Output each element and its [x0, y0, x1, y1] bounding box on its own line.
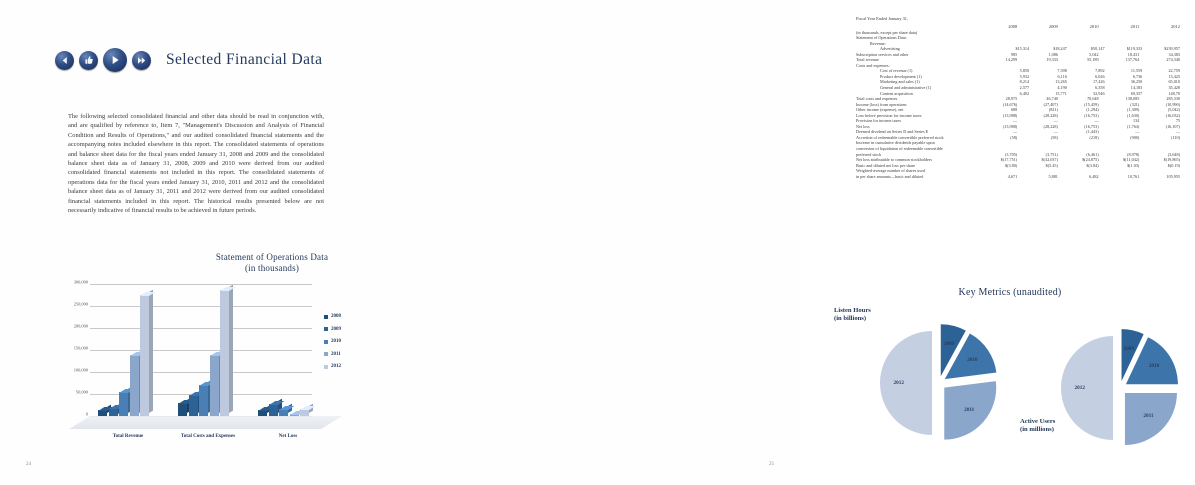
table-cell: $(1.03) — [1127, 162, 1140, 168]
table-year-label: 2012 — [1171, 24, 1180, 29]
bar-chart-y-tick: 0 — [85, 411, 88, 417]
pie-chart-listen-hours — [834, 305, 1004, 465]
key-metrics-title: Key Metrics (unaudited) — [958, 287, 1062, 298]
table-cell: $(32,037) — [1041, 157, 1058, 163]
table-cell: 6,482 — [1089, 173, 1099, 179]
table-cell: 22,759 — [1168, 68, 1180, 74]
table-cell: (321) — [1130, 101, 1140, 107]
pie-subtitle: (in billions) — [834, 315, 867, 323]
bar — [210, 355, 219, 416]
table-row-label: Weighted-average number of shares used — [856, 168, 925, 174]
table-row-label: Deemed dividend on Series D and Series E — [856, 129, 929, 135]
table-cell: 36,250 — [1130, 79, 1143, 85]
table-cell: 18,431 — [1127, 51, 1140, 57]
table-cell: $119,333 — [1126, 46, 1143, 52]
table-row-label: Cost of revenue (1) — [880, 68, 913, 74]
table-cell: $(3.84) — [1086, 162, 1099, 168]
pie-slice-label: 2010 — [1148, 363, 1160, 370]
table-cell: 55,189 — [1087, 57, 1099, 63]
play-icon — [103, 48, 127, 72]
table-row-label: Revenue: — [870, 40, 886, 46]
pie-svg — [834, 305, 1009, 480]
pie-slice-label: 2011 — [964, 406, 975, 413]
table-cell: (28,228) — [1043, 112, 1058, 118]
table-row-label: General and administrative (1) — [880, 85, 932, 91]
page-title: Selected Financial Data — [166, 51, 323, 68]
table-cell: (3,751) — [1045, 151, 1058, 157]
bar-chart-plot — [90, 284, 312, 439]
legend-item — [324, 364, 341, 369]
table-body — [852, 35, 1184, 179]
pie-slice-label: 2010 — [967, 357, 978, 364]
table-cell: (16,753) — [1084, 123, 1099, 129]
table-cell: (821) — [1048, 107, 1058, 113]
table-row-label: Statement of Operations Data: — [856, 35, 907, 41]
table-cell: 5,042 — [1089, 51, 1099, 57]
table-cell: 14,299 — [1005, 57, 1018, 63]
table-cell: (218) — [1089, 134, 1099, 140]
table-cell: 5,881 — [1048, 173, 1058, 179]
table-cell: 5,932 — [1019, 73, 1030, 79]
legend-item — [324, 327, 341, 332]
table-cell: $(24,875) — [1082, 157, 1099, 163]
table-cell: (110) — [1171, 134, 1180, 140]
table-cell: 6,026 — [1095, 73, 1105, 79]
legend-item — [324, 352, 341, 357]
pie-chart-active-users — [1020, 300, 1195, 470]
table-cell: 13,425 — [1168, 73, 1180, 79]
rewind-icon — [55, 51, 74, 70]
thumbs-up-icon — [79, 51, 98, 70]
table-cell: 28,975 — [1005, 96, 1018, 102]
table-cell: 148,70 — [1168, 90, 1180, 96]
table-caption: Fiscal Year Ended January 31, — [856, 16, 909, 21]
table-cell: 15,771 — [1055, 90, 1067, 96]
table-cell: 2,577 — [1019, 85, 1030, 91]
table-cell: 6,116 — [1057, 73, 1067, 79]
pie-slice-label: 2009 — [1123, 345, 1134, 352]
table-caption-row — [852, 16, 1184, 30]
table-cell: (16,753) — [1084, 112, 1099, 118]
bar-chart-y-tick: 50,000 — [75, 389, 88, 395]
table-cell: 5,850 — [1019, 68, 1030, 74]
table-row-label: Product development (1) — [880, 73, 922, 79]
table-cell: 688 — [1010, 107, 1018, 113]
table-cell: (28,228) — [1043, 123, 1058, 129]
table-cell: (1,630) — [1127, 112, 1140, 118]
bar — [140, 295, 149, 416]
table-cell: $(3.80) — [1004, 162, 1018, 168]
legend-item — [324, 339, 341, 344]
table-cell: 69,357 — [1130, 90, 1143, 96]
table-cell: 70,648 — [1087, 96, 1099, 102]
bar — [220, 290, 229, 416]
table-cell: $15,314 — [1015, 46, 1030, 52]
table-cell: 4,190 — [1057, 85, 1067, 91]
table-cell: 75 — [1175, 118, 1180, 124]
table-cell: (58) — [1050, 134, 1058, 140]
table-year-label: 2011 — [1130, 24, 1140, 29]
table-cell: 137,764 — [1125, 57, 1140, 63]
table-row-label: Income (loss) from operations — [856, 101, 907, 107]
bar-chart-y-tick: 200,000 — [73, 323, 88, 329]
pie-title: Active Users — [1020, 418, 1056, 425]
legend-swatch — [324, 365, 328, 369]
pie-caption — [834, 307, 871, 324]
table-row-label: Basic and diluted net loss per share — [856, 162, 916, 168]
table-cell: 17,426 — [1093, 79, 1105, 85]
table-cell: 1,086 — [1048, 51, 1058, 57]
table-row-label: Subscription services and other — [856, 51, 909, 57]
table-row-label: Net loss — [856, 123, 870, 129]
pie-slice-label: 2012 — [893, 380, 904, 386]
table-row-label: Loss before provision for income taxes — [856, 112, 922, 118]
page-right — [400, 0, 1180, 485]
bar-group — [98, 284, 158, 416]
table-cell: (27,407) — [1043, 101, 1058, 107]
table-cell: 105,955 — [1166, 173, 1180, 179]
table-cell: — — [1094, 118, 1099, 124]
pie-subtitle: (in millions) — [1020, 426, 1054, 434]
table-cell: $50,147 — [1090, 46, 1105, 52]
table-row-label: Provision for income taxes — [856, 118, 902, 124]
table-cell: (13,988) — [1002, 123, 1018, 129]
bar-chart-category-label: Total Costs and Expenses — [180, 434, 236, 439]
table-cell: 6,402 — [1019, 90, 1030, 96]
bar — [189, 395, 198, 416]
table-year-label: 2008 — [1008, 24, 1018, 29]
legend-label: 2008 — [331, 314, 341, 319]
table-cell: (16,032) — [1165, 112, 1180, 118]
bar — [199, 385, 208, 416]
pie-slice-label: 2012 — [1074, 385, 1085, 391]
bar — [300, 409, 309, 416]
table-cell: $(19,865) — [1163, 157, 1180, 163]
legend-swatch — [324, 327, 328, 331]
table-cell: — — [1013, 129, 1018, 135]
table-cell: (1,309) — [1127, 107, 1140, 113]
bar — [109, 408, 118, 417]
bar-group — [178, 284, 238, 416]
table-cell: — — [1053, 129, 1058, 135]
bar — [98, 410, 107, 416]
bar — [258, 410, 267, 416]
pie-title: Listen Hours — [834, 307, 871, 314]
table-cell: (13,988) — [1002, 112, 1018, 118]
table-cell: (1,443) — [1086, 129, 1099, 135]
table-cell: 7,892 — [1095, 68, 1105, 74]
page-number-right: 25 — [769, 462, 774, 467]
legend-label: 2009 — [331, 326, 341, 332]
table-cell: (15,459) — [1084, 101, 1099, 107]
table-cell: 4,671 — [1007, 173, 1018, 179]
table-cell: 13,265 — [1055, 79, 1067, 85]
table-row-label: Accretion of redeemable convertible preferred stock — [856, 134, 944, 140]
pie-caption — [1020, 418, 1055, 435]
table-cell: (5,042) — [1167, 107, 1180, 113]
table-cell: 11,559 — [1130, 68, 1143, 74]
table-cell: 34,383 — [1168, 51, 1180, 57]
skip-forward-icon — [132, 51, 151, 70]
table-cell: (8,978) — [1127, 151, 1140, 157]
table-row-label: Other income (expense), net — [856, 107, 904, 113]
table-row-label: Total costs and expenses — [856, 96, 898, 102]
pie-slice — [1061, 336, 1113, 440]
bar-chart-title: Statement of Operations Data (in thousands) — [215, 252, 329, 273]
table-cell: 274,340 — [1166, 57, 1180, 63]
table-row-values — [980, 174, 1184, 180]
table-row-label: preferred stock — [856, 151, 882, 157]
table-year-label: 2009 — [1048, 24, 1058, 29]
table-cell: (10,990) — [1165, 101, 1180, 107]
table-cell: 138,085 — [1125, 96, 1140, 102]
intro-paragraph: The following selected consolidated financial and other data should be read in conjunction with, and are qualified by reference to, Item 7, "Management's Discussion and Analysis of Financial Condition and Results of Operations," and our audited consolidated financial statements and the accompanying notes included elsewhere in this report. The consolidated statements of operations and balance sheet data for the fiscal years ended January 31, 2008 and 2009 and the consolidated balance sheet data as of January 31, 2008, 2009 and 2010 were derived from our audited consolidated financial statements not included in this report. The consolidated statements of operations data for the fiscal years ended January 31, 2010, 2011 and 2012 and the consolidated balance sheet data as of January 31, 2011 and 2012 were derived from our audited consolidated financial statements included in this report. The historical results presented below are not necessarily indicative of financial results to be achieved in future periods. — [68, 113, 324, 215]
section-header — [55, 48, 322, 72]
table-row-label: Advertising — [880, 46, 900, 52]
table-cell: (16,107) — [1165, 123, 1180, 129]
bar-chart-floor — [69, 416, 342, 429]
table-cell: 134 — [1133, 118, 1140, 124]
table-cell: (6,461) — [1086, 151, 1099, 157]
table-cell: 285,330 — [1166, 96, 1180, 102]
pie-svg — [1020, 300, 1195, 475]
table-cell: 65,010 — [1168, 79, 1180, 85]
pie-slice-label: 2009 — [943, 340, 955, 347]
table-cell: (900) — [1130, 134, 1140, 140]
legend-swatch — [324, 315, 328, 319]
legend-label: 2011 — [331, 351, 341, 357]
table-cell: 32,946 — [1093, 90, 1105, 96]
table-cell: 46,740 — [1046, 96, 1058, 102]
table-cell: 10,761 — [1127, 173, 1140, 179]
table-cell: 8,214 — [1019, 79, 1030, 85]
bar — [279, 409, 288, 416]
bar-group — [258, 284, 318, 416]
table-cell: 35,428 — [1168, 85, 1180, 91]
bar-chart — [62, 252, 402, 452]
bar-chart-y-tick: 100,000 — [73, 367, 88, 373]
table-cell: — — [1175, 129, 1180, 135]
table-units-note: (in thousands, except per share data) — [856, 29, 918, 35]
table-cell: $(5.45) — [1045, 162, 1058, 168]
legend-item — [324, 314, 341, 319]
table-row-label: Marketing and sales (1) — [880, 79, 920, 85]
financial-table — [852, 16, 1184, 179]
bar-chart-y-axis — [62, 279, 88, 417]
legend-label: 2012 — [331, 364, 341, 369]
page-left — [0, 0, 400, 485]
table-cell: — — [1013, 118, 1018, 124]
table-year-label: 2010 — [1089, 24, 1099, 29]
bar-chart-category-label: Net Loss — [278, 434, 298, 439]
bar-chart-category-label: Total Revenue — [112, 434, 144, 439]
table-cell: 6,736 — [1132, 73, 1143, 79]
table-row-label: in per share amounts—basic and diluted — [856, 173, 924, 179]
table-row-label: Content acquisition — [880, 90, 913, 96]
table-row — [852, 174, 1184, 180]
table-cell: — — [1053, 118, 1058, 124]
table-cell: — — [1135, 129, 1140, 135]
bar-chart-y-tick: 250,000 — [73, 301, 88, 307]
page-number-left: 24 — [26, 462, 31, 467]
legend-swatch — [324, 340, 328, 344]
table-cell: 985 — [1010, 51, 1018, 57]
table-cell: $(17,751) — [1000, 157, 1018, 163]
bar — [269, 404, 278, 416]
table-row-label: Total revenue — [856, 57, 879, 63]
bar — [290, 414, 299, 416]
pie-slice-label: 2011 — [1143, 413, 1154, 420]
bar-chart-legend — [324, 314, 341, 377]
table-cell: (14,676) — [1002, 101, 1018, 107]
table-cell: 7,398 — [1057, 68, 1067, 74]
table-cell: (3,648) — [1167, 151, 1180, 157]
legend-swatch — [324, 352, 328, 356]
table-cell: (1,294) — [1086, 107, 1099, 113]
legend-label: 2010 — [331, 339, 341, 344]
table-cell: (3,705) — [1004, 151, 1018, 157]
bar — [119, 392, 128, 416]
bar — [130, 355, 139, 416]
table-cell: $(11,042) — [1123, 157, 1140, 163]
bar-chart-y-tick: 300,000 — [73, 279, 88, 285]
table-cell: (58) — [1010, 134, 1018, 140]
table-cell: $239,957 — [1164, 46, 1180, 52]
table-cell: $18,247 — [1053, 46, 1067, 52]
table-row-label: Net loss attributable to common stockholders — [856, 157, 932, 163]
table-cell: 19,333 — [1046, 57, 1058, 63]
table-row-label: conversion of liquidation of redeemable convertible — [856, 146, 943, 152]
table-cell: (1,764) — [1127, 123, 1140, 129]
pie-slice — [880, 331, 932, 435]
table-row-label: Increase in cumulative dividends payable upon — [856, 140, 935, 146]
table-row-label: Costs and expenses: — [856, 62, 890, 68]
table-cell: $(0.19) — [1167, 162, 1180, 168]
bar-chart-y-tick: 150,000 — [73, 345, 88, 351]
table-cell: 6,358 — [1095, 85, 1105, 91]
table-cell: 14,183 — [1130, 85, 1143, 91]
bar — [178, 403, 187, 416]
